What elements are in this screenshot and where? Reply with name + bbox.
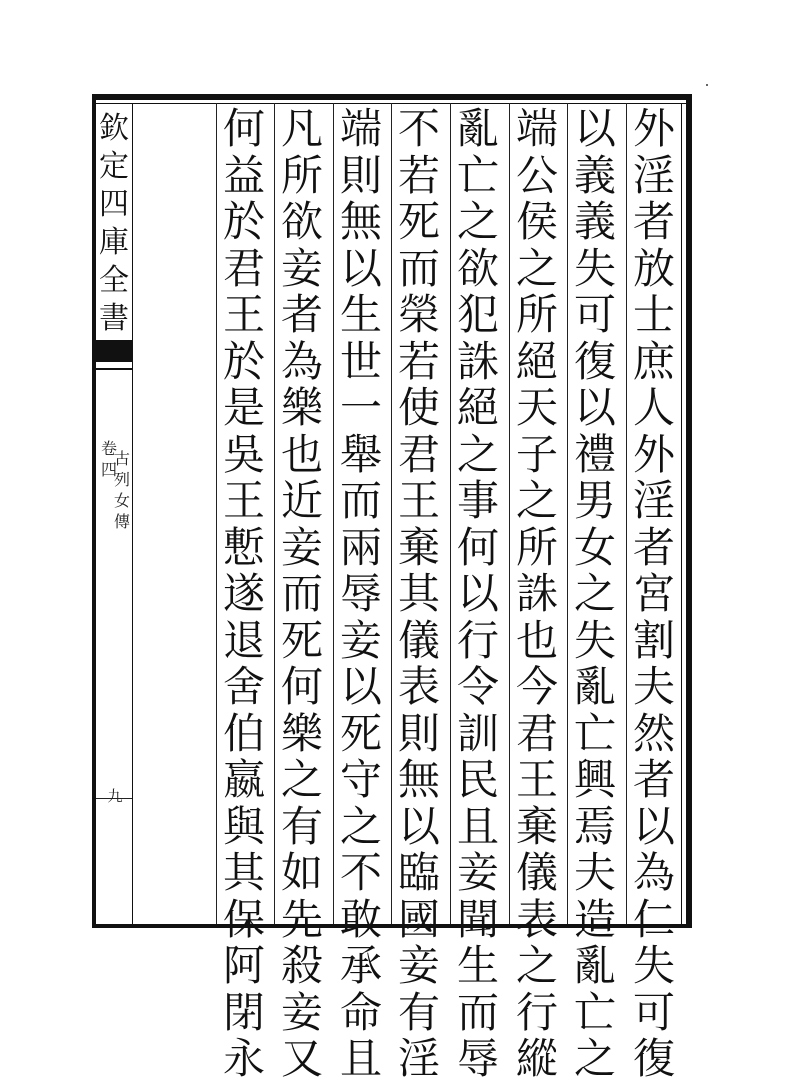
text-char: 死	[280, 615, 323, 665]
text-char: 訓	[456, 708, 499, 758]
text-char: 女	[573, 522, 616, 572]
text-char: 行	[515, 987, 558, 1037]
text-char: 端	[515, 104, 558, 153]
text-char: 造	[573, 894, 616, 944]
banxin-divider	[132, 103, 133, 924]
text-char: 興	[573, 755, 616, 804]
column-rule	[391, 103, 392, 924]
text-char: 為	[280, 336, 323, 386]
text-char: 所	[280, 150, 323, 200]
text-char: 表	[397, 662, 440, 711]
text-char: 宮	[632, 569, 675, 618]
text-char: 放	[632, 243, 675, 293]
text-char: 世	[339, 336, 382, 386]
banxin-title-char: 全	[99, 263, 129, 298]
text-char: 之	[456, 197, 499, 246]
text-char: 端	[339, 104, 382, 153]
text-char: 淫	[397, 1034, 440, 1083]
text-char: 也	[280, 429, 323, 479]
text-char: 王	[397, 476, 440, 525]
text-char: 儀	[397, 615, 440, 665]
text-char: 復	[632, 1034, 675, 1083]
text-char: 以	[573, 383, 616, 432]
text-char: 棄	[515, 801, 558, 851]
text-char: 慙	[222, 522, 265, 572]
text-char: 而	[339, 476, 382, 525]
text-char: 之	[515, 243, 558, 293]
text-char: 妾	[339, 615, 382, 665]
text-char: 可	[573, 290, 616, 339]
column-rule	[626, 103, 627, 924]
text-char: 樂	[280, 383, 323, 432]
text-char: 如	[280, 848, 323, 897]
text-char: 而	[456, 987, 499, 1037]
text-char: 復	[573, 336, 616, 386]
text-char: 為	[632, 848, 675, 897]
text-char: 以	[397, 801, 440, 851]
text-char: 生	[456, 941, 499, 990]
text-char: 之	[573, 569, 616, 618]
text-char: 妾	[397, 941, 440, 990]
book-title-char: 女	[113, 491, 130, 510]
text-char: 欲	[456, 243, 499, 293]
text-char: 士	[632, 290, 675, 339]
banxin-title-char: 書	[99, 301, 129, 336]
text-char: 亡	[456, 150, 499, 200]
text-char: 舍	[222, 662, 265, 711]
text-char: 之	[515, 476, 558, 525]
text-char: 天	[515, 383, 558, 432]
volume-char: 四	[100, 460, 117, 479]
text-column	[628, 104, 680, 1083]
text-char: 若	[397, 336, 440, 386]
column-rule	[333, 103, 334, 924]
text-char: 永	[222, 1034, 265, 1083]
text-char: 亂	[456, 104, 499, 153]
text-char: 今	[515, 662, 558, 711]
text-char: 妾	[280, 243, 323, 293]
text-char: 君	[397, 429, 440, 479]
text-char: 淫	[632, 476, 675, 525]
column-rule	[450, 103, 451, 924]
text-char: 妾	[280, 522, 323, 572]
volume-char: 卷	[100, 439, 117, 458]
text-char: 使	[397, 383, 440, 432]
text-char: 無	[397, 755, 440, 804]
column-rule	[567, 103, 568, 924]
book-title-char: 傳	[113, 512, 130, 531]
text-char: 何	[456, 522, 499, 572]
text-char: 夫	[573, 848, 616, 897]
text-column	[452, 104, 504, 1083]
column-rule	[216, 103, 217, 924]
text-char: 兩	[339, 522, 382, 572]
banxin-title-char: 庫	[99, 225, 129, 260]
frame-top-border	[92, 94, 692, 100]
book-title-char: 列	[113, 470, 130, 489]
text-char: 犯	[456, 290, 499, 339]
text-char: 之	[456, 429, 499, 479]
text-char: 可	[632, 987, 675, 1037]
text-char: 妾	[280, 987, 323, 1037]
banxin-title-char: 四	[99, 187, 129, 222]
text-column	[218, 104, 270, 1083]
text-char: 承	[339, 941, 382, 990]
text-char: 亡	[573, 708, 616, 758]
text-char: 則	[397, 708, 440, 758]
text-char: 則	[339, 150, 382, 200]
text-char: 侯	[515, 197, 558, 246]
text-char: 先	[280, 894, 323, 944]
text-char: 是	[222, 383, 265, 432]
text-char: 之	[280, 755, 323, 804]
text-char: 王	[222, 290, 265, 339]
text-char: 誅	[456, 336, 499, 386]
text-char: 有	[397, 987, 440, 1037]
text-char: 夫	[632, 662, 675, 711]
text-column	[393, 104, 445, 1083]
book-title-label	[113, 448, 131, 532]
text-char: 榮	[397, 290, 440, 339]
text-char: 者	[632, 522, 675, 572]
text-char: 割	[632, 615, 675, 665]
text-char: 近	[280, 476, 323, 525]
text-char: 舉	[339, 429, 382, 479]
text-char: 失	[573, 243, 616, 293]
banxin-title-char: 定	[99, 149, 129, 184]
text-char: 欲	[280, 197, 323, 246]
text-char: 淫	[632, 150, 675, 200]
column-rule	[274, 103, 275, 924]
text-char: 男	[573, 476, 616, 525]
text-char: 然	[632, 708, 675, 758]
text-char: 何	[222, 104, 265, 153]
text-char: 絕	[456, 383, 499, 432]
text-column	[276, 104, 328, 1083]
text-char: 於	[222, 197, 265, 246]
text-char: 所	[515, 522, 558, 572]
text-char: 王	[222, 476, 265, 525]
text-char: 之	[573, 1034, 616, 1083]
text-char: 亂	[573, 662, 616, 711]
text-char: 臨	[397, 848, 440, 897]
banxin-title-char: 欽	[99, 111, 129, 146]
text-char: 禮	[573, 429, 616, 479]
text-char: 儀	[515, 848, 558, 897]
text-char: 辱	[456, 1034, 499, 1083]
text-char: 以	[339, 243, 382, 293]
text-char: 死	[397, 197, 440, 246]
text-char: 外	[632, 104, 675, 153]
text-char: 義	[573, 150, 616, 200]
text-char: 阿	[222, 941, 265, 990]
text-char: 死	[339, 708, 382, 758]
text-char: 而	[397, 243, 440, 293]
text-char: 人	[632, 383, 675, 432]
text-char: 也	[515, 615, 558, 665]
frame-right-border	[686, 94, 692, 928]
text-char: 者	[632, 197, 675, 246]
text-char: 仁	[632, 894, 675, 944]
text-char: 表	[515, 894, 558, 944]
text-char: 且	[339, 1034, 382, 1083]
text-char: 者	[632, 755, 675, 804]
text-char: 庶	[632, 336, 675, 386]
text-char: 之	[515, 941, 558, 990]
text-char: 凡	[280, 104, 323, 153]
text-char: 保	[222, 894, 265, 944]
text-char: 樂	[280, 708, 323, 758]
text-char: 焉	[573, 801, 616, 851]
text-char: 與	[222, 801, 265, 851]
text-char: 之	[339, 801, 382, 851]
text-char: 妾	[456, 848, 499, 897]
text-char: 吳	[222, 429, 265, 479]
text-char: 君	[222, 243, 265, 293]
column-rule	[509, 103, 510, 924]
text-char: 行	[456, 615, 499, 665]
text-char: 遂	[222, 569, 265, 618]
folio-number: 九	[107, 787, 123, 805]
margin-speck	[706, 84, 708, 86]
text-char: 其	[397, 569, 440, 618]
text-char: 殺	[280, 941, 323, 990]
text-char: 伯	[222, 708, 265, 758]
text-char: 以	[632, 801, 675, 851]
text-char: 失	[573, 615, 616, 665]
text-char: 無	[339, 197, 382, 246]
text-char: 公	[515, 150, 558, 200]
text-char: 失	[632, 941, 675, 990]
text-char: 有	[280, 801, 323, 851]
text-char: 令	[456, 662, 499, 711]
text-char: 絕	[515, 336, 558, 386]
text-char: 其	[222, 848, 265, 897]
text-char: 又	[280, 1034, 323, 1083]
text-char: 辱	[339, 569, 382, 618]
fishtail-rule	[96, 368, 132, 370]
text-char: 亂	[573, 941, 616, 990]
text-char: 外	[632, 429, 675, 479]
text-char: 守	[339, 755, 382, 804]
banxin-title	[96, 110, 132, 338]
text-char: 以	[573, 104, 616, 153]
text-char: 益	[222, 150, 265, 200]
text-char: 生	[339, 290, 382, 339]
text-char: 敢	[339, 894, 382, 944]
text-char: 一	[339, 383, 382, 432]
text-char: 王	[515, 755, 558, 804]
text-char: 子	[515, 429, 558, 479]
text-char: 閉	[222, 987, 265, 1037]
text-char: 國	[397, 894, 440, 944]
text-char: 亡	[573, 987, 616, 1037]
text-char: 命	[339, 987, 382, 1037]
text-char: 事	[456, 476, 499, 525]
text-char: 所	[515, 290, 558, 339]
frame-right-inner-border	[681, 103, 682, 924]
text-char: 退	[222, 615, 265, 665]
text-char: 義	[573, 197, 616, 246]
book-title-char: 古	[113, 449, 130, 468]
text-column	[335, 104, 387, 1083]
text-char: 誅	[515, 569, 558, 618]
text-char: 者	[280, 290, 323, 339]
text-char: 於	[222, 336, 265, 386]
text-char: 君	[515, 708, 558, 758]
text-char: 聞	[456, 894, 499, 944]
text-char: 不	[397, 104, 440, 153]
text-char: 若	[397, 150, 440, 200]
text-column	[569, 104, 621, 1083]
fishtail-mark	[96, 340, 132, 362]
text-char: 不	[339, 848, 382, 897]
text-char: 嬴	[222, 755, 265, 804]
text-char: 民	[456, 755, 499, 804]
text-char: 以	[456, 569, 499, 618]
text-char: 棄	[397, 522, 440, 572]
text-column	[511, 104, 563, 1083]
text-char: 縱	[515, 1034, 558, 1083]
text-char: 且	[456, 801, 499, 851]
text-char: 以	[339, 662, 382, 711]
text-char: 而	[280, 569, 323, 618]
text-char: 何	[280, 662, 323, 711]
